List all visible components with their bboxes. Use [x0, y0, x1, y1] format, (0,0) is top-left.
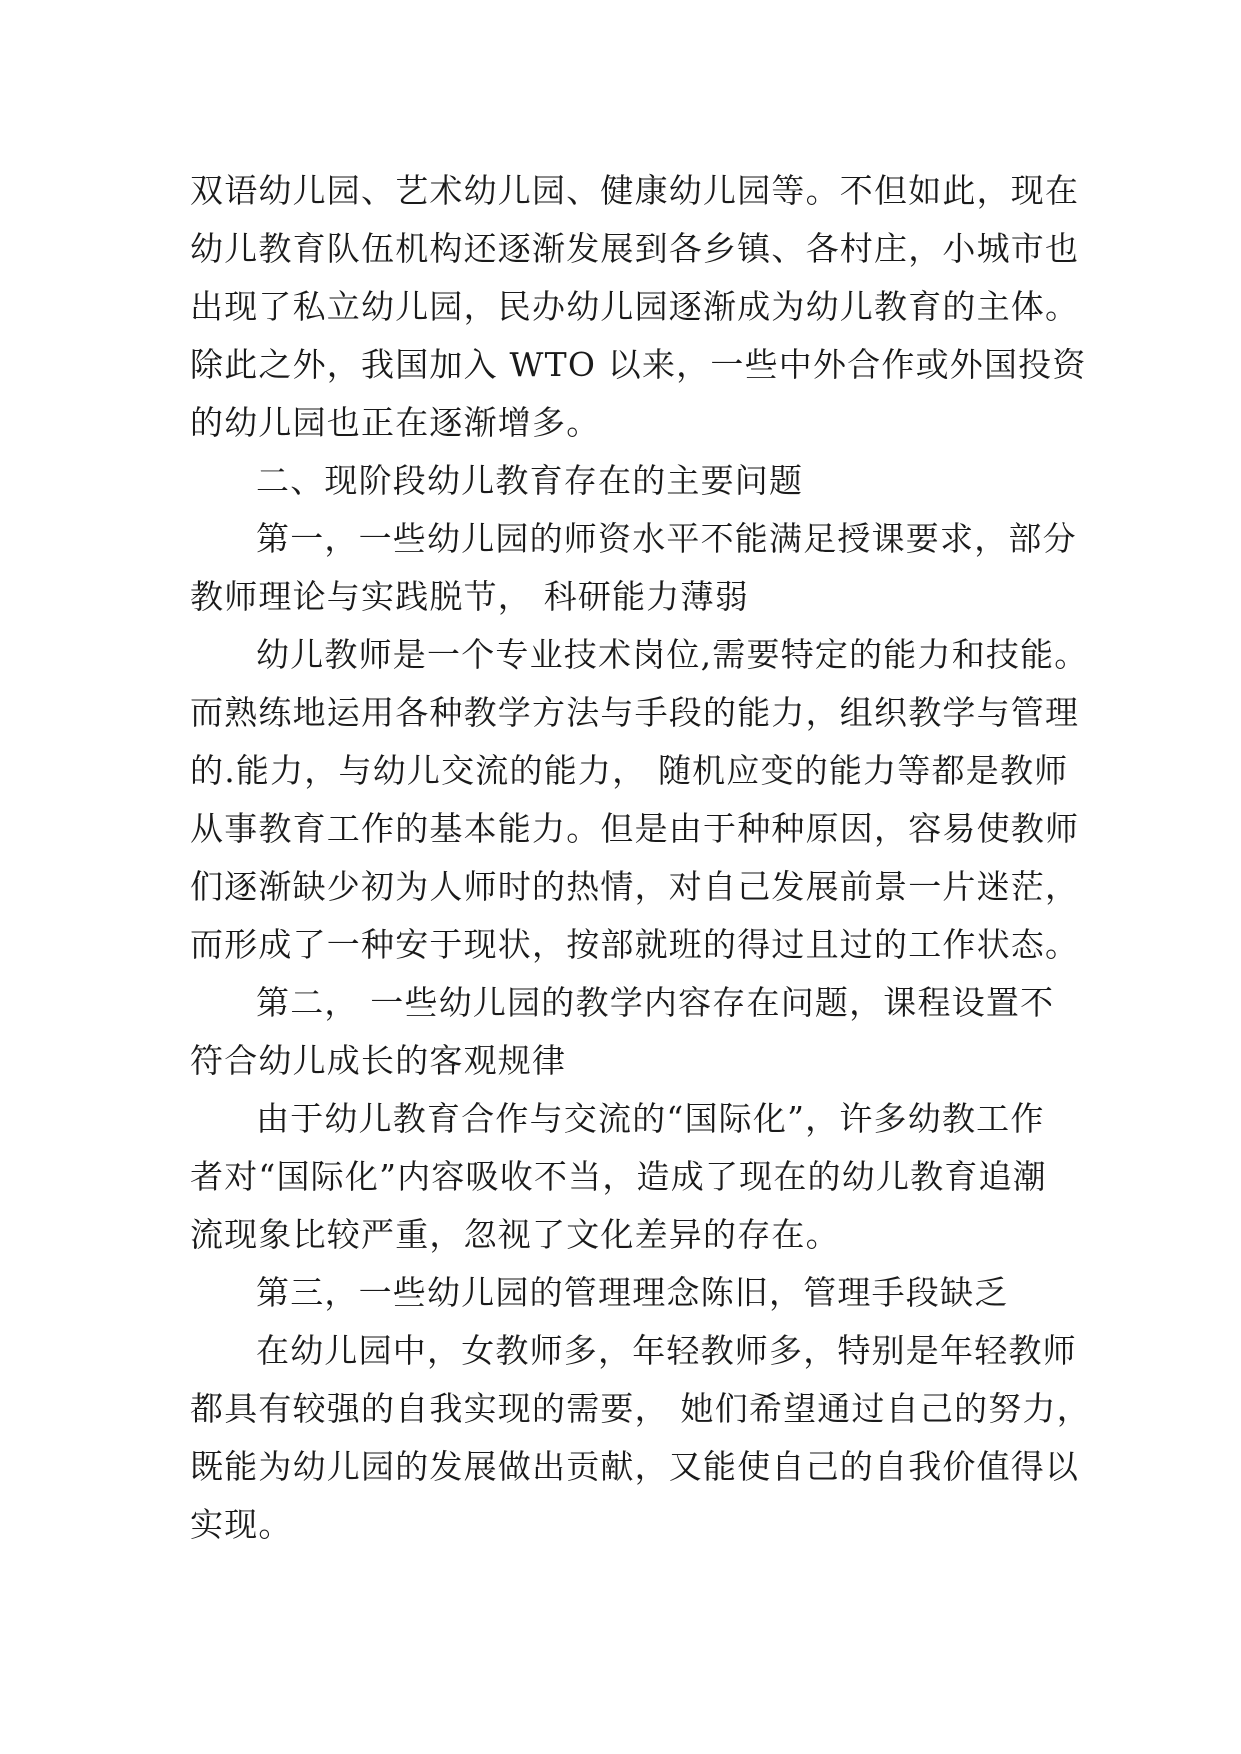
text-line: 者对“国际化”内容吸收不当，造成了现在的幼儿教育追潮 [190, 1157, 1047, 1196]
text-line: 既能为幼儿园的发展做出贡献，又能使自己的自我价值得以 [190, 1447, 1080, 1486]
text-line: 而形成了一种安于现状，按部就班的得过且过的工作状态。 [190, 925, 1080, 964]
text-line: 由于幼儿教育合作与交流的“国际化”，许多幼教工作 [256, 1099, 1045, 1138]
text-line: 从事教育工作的基本能力。但是由于种种原因，容易使教师 [190, 809, 1080, 848]
text-line: 双语幼儿园、艺术幼儿园、健康幼儿园等。不但如此，现在 [190, 171, 1080, 210]
text-line: 实现。 [190, 1505, 293, 1544]
subheading-line: 第一，一些幼儿园的师资水平不能满足授课要求，部分 [256, 519, 1077, 558]
section-heading: 二、现阶段幼儿教育存在的主要问题 [256, 461, 804, 500]
text-line: 幼儿教育队伍机构还逐渐发展到各乡镇、各村庄，小城市也 [190, 229, 1080, 268]
subheading-line: 教师理论与实践脱节， 科研能力薄弱 [190, 577, 749, 616]
text-line: 幼儿教师是一个专业技术岗位,需要特定的能力和技能。 [256, 635, 1089, 674]
text-line: 的.能力，与幼儿交流的能力， 随机应变的能力等都是教师 [190, 751, 1069, 790]
subheading-line: 第二， 一些幼儿园的教学内容存在问题，课程设置不 [256, 983, 1055, 1022]
text-line: 都具有较强的自我实现的需要， 她们希望通过自己的努力， [190, 1389, 1091, 1428]
text-line: 们逐渐缺少初为人师时的热情，对自己发展前景一片迷茫， [190, 867, 1080, 906]
text-line: 的幼儿园也正在逐渐增多。 [190, 403, 601, 442]
text-line: 而熟练地运用各种教学方法与手段的能力，组织教学与管理 [190, 693, 1080, 732]
text-line: 除此之外，我国加入 WTO 以来，一些中外合作或外国投资 [190, 345, 1087, 384]
text-line: 流现象比较严重，忽视了文化差异的存在。 [190, 1215, 840, 1254]
document-body [190, 162, 1091, 1554]
text-line: 出现了私立幼儿园，民办幼儿园逐渐成为幼儿教育的主体。 [190, 287, 1080, 326]
text-line: 在幼儿园中，女教师多，年轻教师多，特别是年轻教师 [256, 1331, 1077, 1370]
subheading-line: 第三，一些幼儿园的管理理念陈旧，管理手段缺乏 [256, 1273, 1009, 1312]
subheading-line: 符合幼儿成长的客观规律 [190, 1041, 567, 1080]
